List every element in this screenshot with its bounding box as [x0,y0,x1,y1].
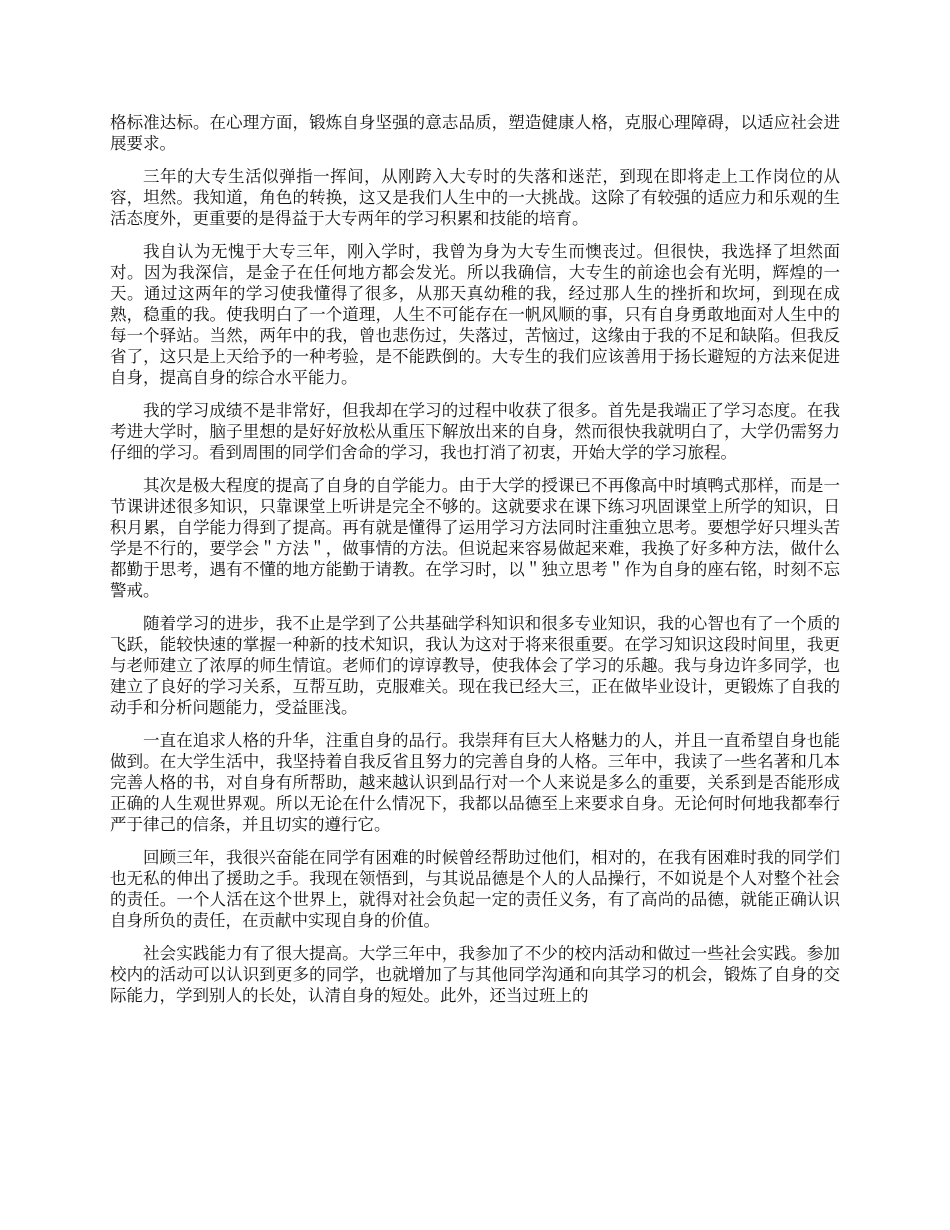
paragraph: 我的学习成绩不是非常好，但我却在学习的过程中收获了很多。首先是我端正了学习态度。在我考进大学时，脑子里想的是好好放松从重压下解放出来的自身，然而很快我就明白了，大学仍需努力仔细的学习。看到周围的同学们舍命的学习，我也打消了初衷，开始大学的学习旅程。 [110,401,840,462]
paragraph: 回顾三年，我很兴奋能在同学有困难的时候曾经帮助过他们，相对的，在我有困难时我的同学们也无私的伸出了援助之手。我现在领悟到，与其说品德是个人的人品操行，不如说是个人对整个社会的责任。一个人活在这个世界上，就得对社会负起一定的责任义务，有了高尚的品德，就能正确认识自身所负的责任，在贡献中实现自身的价值。 [110,848,840,930]
paragraph: 我自认为无愧于大专三年，刚入学时，我曾为身为大专生而懊丧过。但很快，我选择了坦然面对。因为我深信，是金子在任何地方都会发光。所以我确信，大专生的前途也会有光明，辉煌的一天。通过这两年的学习使我懂得了很多，从那天真幼稚的我，经过那人生的挫折和坎坷，到现在成熟，稳重的我。使我明白了一个道理，人生不可能存在一帆风顺的事，只有自身勇敢地面对人生中的每一个驿站。当然，两年中的我，曾也悲伤过，失落过，苦恼过，这缘由于我的不足和缺陷。但我反省了，这只是上天给予的一种考验，是不能跌倒的。大专生的我们应该善用于扬长避短的方法来促进自身，提高自身的综合水平能力。 [110,242,840,387]
paragraph-continued: 格标准达标。在心理方面，锻炼自身坚强的意志品质，塑造健康人格，克服心理障碍，以适应社会进展要求。 [110,113,840,153]
paragraph: 随着学习的进步，我不止是学到了公共基础学科知识和很多专业知识，我的心智也有了一个质的飞跃，能较快速的掌握一种新的技术知识，我认为这对于将来很重要。在学习知识这段时间里，我更与老师建立了浓厚的师生情谊。老师们的谆谆教导，使我体会了学习的乐趣。我与身边许多同学，也建立了良好的学习关系，互帮互助，克服难关。现在我已经大三，正在做毕业设计，更锻炼了自我的动手和分析问题能力，受益匪浅。 [110,614,840,717]
paragraph: 社会实践能力有了很大提高。大学三年中，我参加了不少的校内活动和做过一些社会实践。参加校内的活动可以认识到更多的同学，也就增加了与其他同学沟通和向其学习的机会，锻炼了自身的交际能力，学到别人的长处，认清自身的短处。此外，还当过班上的 [110,944,840,1005]
paragraph: 其次是极大程度的提高了自身的自学能力。由于大学的授课已不再像高中时填鸭式那样，而是一节课讲述很多知识，只靠课堂上听讲是完全不够的。这就要求在课下练习巩固课堂上所学的知识，日积月累，自学能力得到了提高。再有就是懂得了运用学习方法同时注重独立思考。要想学好只埋头苦学是不行的，要学会＂方法＂，做事情的方法。但说起来容易做起来难，我换了好多种方法，做什么都勤于思考，遇有不懂的地方能勤于请教。在学习时，以＂独立思考＂作为自身的座右铭，时刻不忘警戒。 [110,476,840,600]
paragraph: 三年的大专生活似弹指一挥间，从刚跨入大专时的失落和迷茫，到现在即将走上工作岗位的从容，坦然。我知道，角色的转换，这又是我们人生中的一大挑战。这除了有较强的适应力和乐观的生活态度外，更重要的是得益于大专两年的学习积累和技能的培育。 [110,167,840,228]
document-body [110,112,840,1018]
paragraph: 一直在追求人格的升华，注重自身的品行。我崇拜有巨大人格魅力的人，并且一直希望自身也能做到。在大学生活中，我坚持着自我反省且努力的完善自身的人格。三年中，我读了一些名著和几本完善人格的书，对自身有所帮助，越来越认识到品行对一个人来说是多么的重要，关系到是否能形成正确的人生观世界观。所以无论在什么情况下，我都以品德至上来要求自身。无论何时何地我都奉行严于律己的信条，并且切实的遵行它。 [110,731,840,834]
